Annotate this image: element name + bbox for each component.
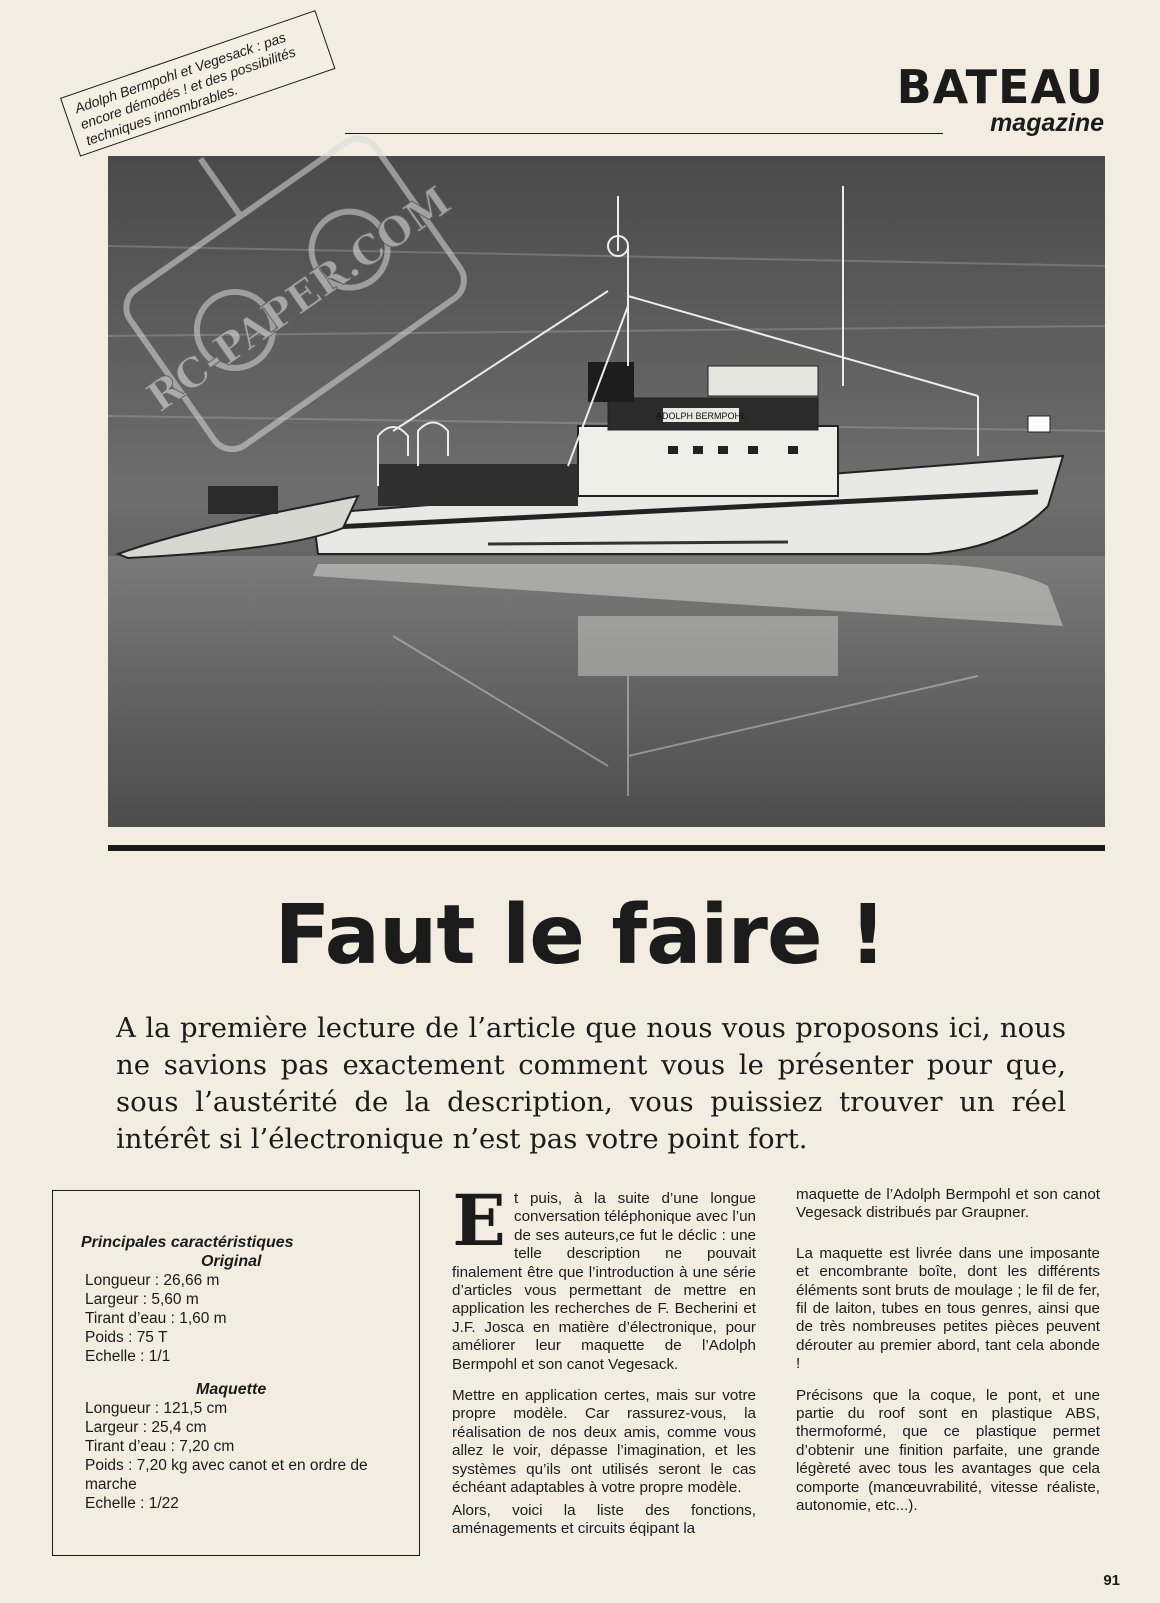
masthead-subtitle: magazine — [990, 109, 1104, 137]
spec-item: Longueur : 26,66 m — [85, 1272, 220, 1289]
ship-name-label: ADOLPH BERMPOHL — [655, 411, 747, 421]
masthead-title: BATEAU — [896, 60, 1104, 114]
watermark-stamp — [88, 88, 508, 508]
specifications-box — [52, 1190, 420, 1556]
page-number: 91 — [1103, 1572, 1120, 1589]
body-paragraph: maquette de l’Adolph Bermpohl et son canot Vegesack distribués par Graupner. — [796, 1186, 1100, 1222]
spec-item: Tirant d’eau : 1,60 m — [85, 1310, 227, 1327]
spec-item: Largeur : 25,4 cm — [85, 1419, 207, 1436]
body-paragraph: La maquette est livrée dans une imposante et encombrante boîte, dont les différents éléments sont bruts de moulage ; le fil de fer, fil de laiton, tubes en tous genres, ainsi que de très nombreuses petites pièces peuvent dérouter au premier abord, tant cela abonde ! — [796, 1244, 1100, 1373]
article-lead: A la première lecture de l’article que nous vous proposons ici, nous ne savions pas exactement comment vous le présenter pour que, sous l’austérité de la description, vous puissiez trouver un réel intérêt si l’électronique n’est pas votre point fort. — [116, 1012, 1066, 1155]
body-paragraph-text: t puis, à la suite d’une longue conversation téléphonique avec l’un de ses auteurs,ce fut le déclic : une telle description ne pouvait finalement être que l’introduction à une série d’articles vous permettant de mettre en application les recherches de F. Becherini et J.F. Josca en matière d’électronique, pour améliorer leur maquette de l’Adolph Bermpohl et son canot Vegesack. — [452, 1190, 756, 1373]
photo-caption: Adolph Bermpohl et Vegesack : pas encore démodés ! et des possibilités techniques innombrables. — [60, 10, 335, 157]
spec-item: Poids : 7,20 kg avec canot et en ordre de marche — [85, 1457, 368, 1493]
watermark-text: RC-PAPER.COM — [138, 177, 460, 422]
body-paragraph: Mettre en application certes, mais sur votre propre modèle. Car rassurez-vous, la réalisation de nos deux amis, comme vous allez le voir, dépasse l’imagination, et les systèmes qu’ils ont utilisés seront le cas échéant adaptables à votre propre modèle. — [452, 1387, 756, 1497]
spec-item: Largeur : 5,60 m — [85, 1291, 199, 1308]
spec-item: Poids : 75 T — [85, 1329, 168, 1346]
article-headline: Faut le faire ! — [274, 888, 886, 983]
specs-maquette-heading: Maquette — [196, 1381, 267, 1398]
body-paragraph: Alors, voici la liste des fonctions, aménagements et circuits éqipant la — [452, 1501, 756, 1537]
spec-item: Tirant d’eau : 7,20 cm — [85, 1438, 235, 1455]
body-paragraph — [452, 1179, 756, 1374]
spec-item: Longueur : 121,5 cm — [85, 1400, 228, 1417]
specs-original-heading: Original — [201, 1253, 262, 1270]
specs-title: Principales caractéristiques — [81, 1234, 294, 1251]
spec-item: Echelle : 1/22 — [85, 1495, 179, 1512]
spec-item: Echelle : 1/1 — [85, 1348, 171, 1365]
body-paragraph: Précisons que la coque, le pont, et une partie du roof sont en plastique ABS, thermoformé, que ce plastique permet d’obtenir une finition parfaite, une grande légèreté avec tous les avantages que cela comporte (manœuvrabilité, vitesse réaliste, autonomie, etc...). — [796, 1386, 1100, 1515]
masthead — [896, 60, 1104, 137]
body-column-2 — [796, 1186, 1100, 1529]
body-column-1 — [452, 1179, 756, 1551]
section-rule — [108, 845, 1105, 851]
drop-cap: E — [452, 1179, 506, 1262]
